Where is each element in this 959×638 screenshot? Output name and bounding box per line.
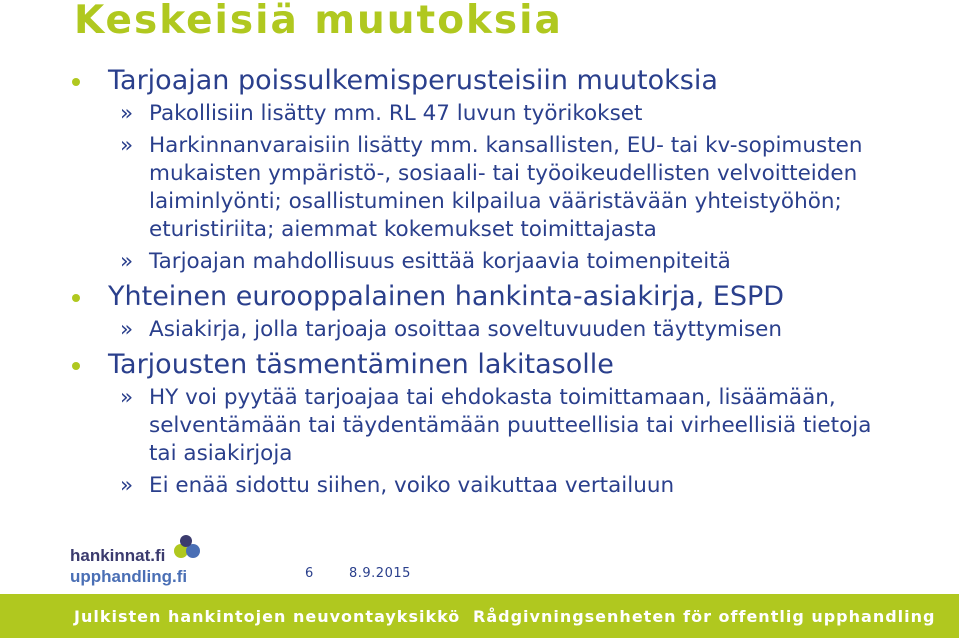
slide-content <box>70 64 950 504</box>
sub-bullet <box>70 316 909 344</box>
page-number: 6 <box>305 566 314 581</box>
sub-bullet <box>70 472 909 500</box>
logo-text-sv: upphandling.fi <box>70 567 188 586</box>
hankinnat-logo <box>70 544 210 594</box>
bullet-dot-icon <box>72 362 80 370</box>
bullet-dot-icon <box>72 78 80 86</box>
raquo-icon: » <box>120 133 134 158</box>
bullet-heading-1 <box>70 64 950 97</box>
bullet-heading-text: Tarjousten täsmentäminen lakitasolle <box>108 349 614 380</box>
slide-date: 8.9.2015 <box>349 566 411 581</box>
sub-bullet-text: Pakollisiin lisätty mm. RL 47 luvun työrikokset <box>149 101 643 126</box>
sub-bullet-text: Asiakirja, jolla tarjoaja osoittaa soveltuvuuden täyttymisen <box>149 317 783 342</box>
sub-bullet-text: Tarjoajan mahdollisuus esittää korjaavia toimenpiteitä <box>149 249 731 274</box>
bullet-dot-icon <box>72 294 80 302</box>
sub-bullet <box>70 132 874 244</box>
bullet-heading-text: Yhteinen eurooppalainen hankinta-asiakirja, ESPD <box>108 281 785 312</box>
logo-text-fi: hankinnat.fi <box>70 546 166 565</box>
raquo-icon: » <box>120 473 134 498</box>
footer-bar <box>0 594 959 638</box>
footer-right-text: Rådgivningsenheten för offentlig upphandling <box>473 607 936 626</box>
logo-dot-icon <box>180 535 192 547</box>
sub-bullet-text: Harkinnanvaraisiin lisätty mm. kansallisten, EU- tai kv-sopimusten mukaisten ympäristö-, sosiaali- tai työoikeudellisten velvoitteiden laiminlyönti; osallistuminen kilpailua vääristävään yhteistyöhön; eturistiriita; aiemmat kokemukset toimittajasta <box>149 133 863 242</box>
raquo-icon: » <box>120 385 134 410</box>
footer-left-text: Julkisten hankintojen neuvontayksikkö <box>74 607 461 626</box>
sub-bullet <box>70 384 894 468</box>
bullet-heading-3 <box>70 348 950 381</box>
slide-title: Keskeisiä muutoksia <box>74 0 563 43</box>
raquo-icon: » <box>120 317 134 342</box>
raquo-icon: » <box>120 249 134 274</box>
sub-bullet-text: HY voi pyytää tarjoajaa tai ehdokasta toimittamaan, lisäämään, selventämään tai täydentämään puutteellisia tai virheellisiä tietoja tai asiakirjoja <box>149 385 872 466</box>
bullet-heading-text: Tarjoajan poissulkemisperusteisiin muutoksia <box>108 65 718 96</box>
sub-bullet-text: Ei enää sidottu siihen, voiko vaikuttaa vertailuun <box>149 473 675 498</box>
sub-bullet <box>70 100 909 128</box>
sub-bullet <box>70 248 909 276</box>
raquo-icon: » <box>120 101 134 126</box>
bullet-heading-2 <box>70 280 950 313</box>
